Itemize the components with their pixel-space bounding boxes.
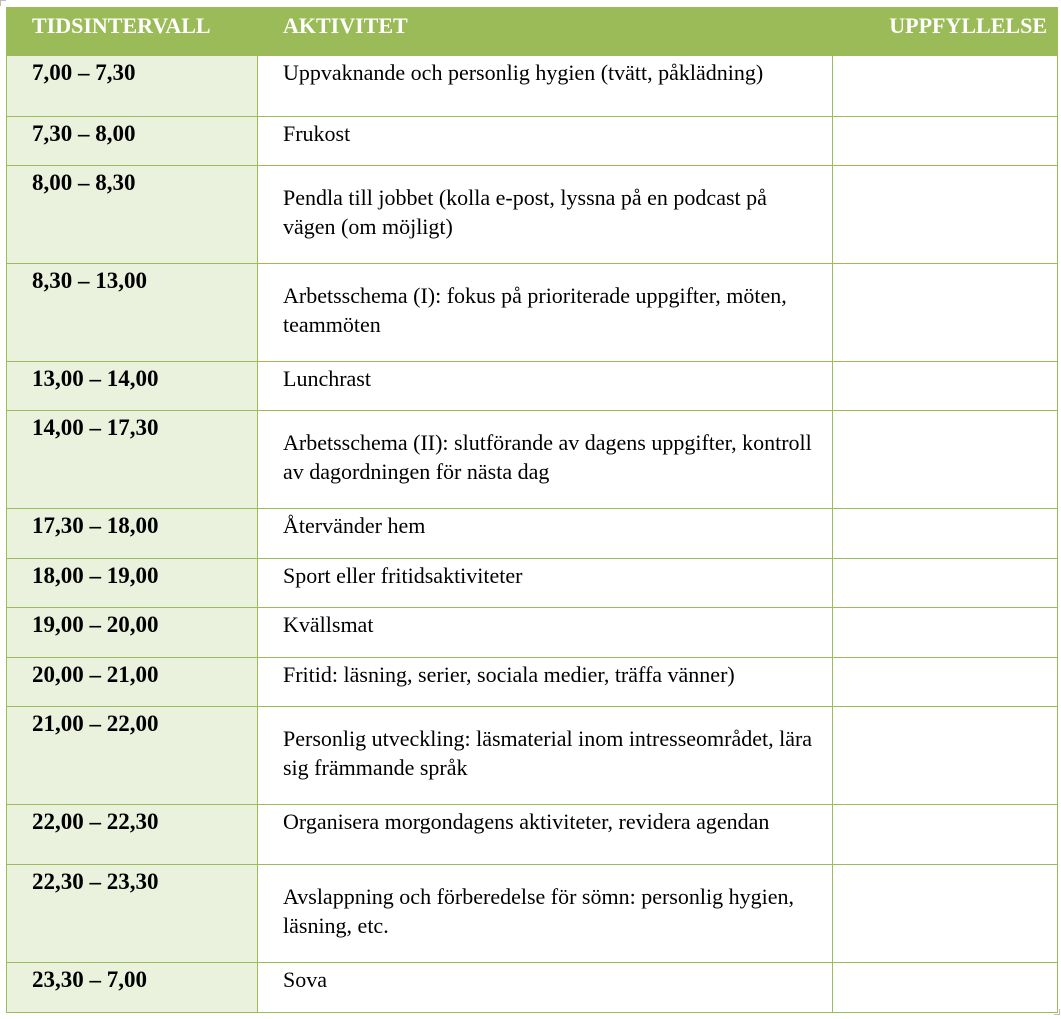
activity-cell: Uppvaknande och personlig hygien (tvätt, påklädning) [258, 56, 833, 117]
fulfillment-cell[interactable] [833, 264, 1058, 362]
header-fulfillment: UPPFYLLELSE [833, 8, 1058, 56]
table-row [7, 509, 1058, 559]
page-corner-mark-bottom-right [1054, 1009, 1060, 1015]
activity-cell: Avslappning och förberedelse för sömn: personlig hygien, läsning, etc. [258, 865, 833, 963]
activity-cell: Arbetsschema (I): fokus på prioriterade uppgifter, möten, teammöten [258, 264, 833, 362]
fulfillment-cell[interactable] [833, 658, 1058, 707]
time-cell: 14,00 – 17,30 [7, 411, 258, 509]
fulfillment-cell[interactable] [833, 608, 1058, 658]
activity-cell: Frukost [258, 117, 833, 166]
table-row [7, 608, 1058, 658]
fulfillment-cell[interactable] [833, 166, 1058, 264]
table-row [7, 707, 1058, 805]
header-time: TIDSINTERVALL [7, 8, 258, 56]
time-cell: 22,30 – 23,30 [7, 865, 258, 963]
fulfillment-cell[interactable] [833, 559, 1058, 608]
fulfillment-cell[interactable] [833, 411, 1058, 509]
table-row [7, 117, 1058, 166]
time-cell: 8,30 – 13,00 [7, 264, 258, 362]
time-cell: 18,00 – 19,00 [7, 559, 258, 608]
activity-cell: Lunchrast [258, 362, 833, 411]
time-cell: 13,00 – 14,00 [7, 362, 258, 411]
table-row [7, 411, 1058, 509]
table-row [7, 658, 1058, 707]
activity-cell: Fritid: läsning, serier, sociala medier, träffa vänner) [258, 658, 833, 707]
time-cell: 7,00 – 7,30 [7, 56, 258, 117]
page-corner-mark-top-left [0, 0, 6, 6]
fulfillment-cell[interactable] [833, 56, 1058, 117]
time-cell: 8,00 – 8,30 [7, 166, 258, 264]
activity-cell: Pendla till jobbet (kolla e-post, lyssna på en podcast på vägen (om möjligt) [258, 166, 833, 264]
table-row [7, 865, 1058, 963]
activity-cell: Organisera morgondagens aktiviteter, revidera agendan [258, 805, 833, 865]
header-row [7, 8, 1058, 56]
activity-cell: Sport eller fritidsaktiviteter [258, 559, 833, 608]
fulfillment-cell[interactable] [833, 707, 1058, 805]
time-cell: 21,00 – 22,00 [7, 707, 258, 805]
table-row [7, 805, 1058, 865]
table-row [7, 559, 1058, 608]
time-cell: 19,00 – 20,00 [7, 608, 258, 658]
activity-cell: Arbetsschema (II): slutförande av dagens uppgifter, kontroll av dagordningen för nästa dag [258, 411, 833, 509]
activity-cell: Sova [258, 963, 833, 1013]
fulfillment-cell[interactable] [833, 362, 1058, 411]
table-row [7, 56, 1058, 117]
fulfillment-cell[interactable] [833, 117, 1058, 166]
fulfillment-cell[interactable] [833, 963, 1058, 1013]
fulfillment-cell[interactable] [833, 509, 1058, 559]
daily-schedule-table [6, 7, 1058, 1013]
fulfillment-cell[interactable] [833, 805, 1058, 865]
time-cell: 17,30 – 18,00 [7, 509, 258, 559]
time-cell: 22,00 – 22,30 [7, 805, 258, 865]
table-row [7, 264, 1058, 362]
table-body [7, 56, 1058, 1013]
header-activity: AKTIVITET [258, 8, 833, 56]
table-row [7, 963, 1058, 1013]
time-cell: 7,30 – 8,00 [7, 117, 258, 166]
fulfillment-cell[interactable] [833, 865, 1058, 963]
table-row [7, 362, 1058, 411]
activity-cell: Återvänder hem [258, 509, 833, 559]
table-row [7, 166, 1058, 264]
activity-cell: Personlig utveckling: läsmaterial inom intresseområdet, lära sig främmande språk [258, 707, 833, 805]
table-header [7, 8, 1058, 56]
time-cell: 20,00 – 21,00 [7, 658, 258, 707]
activity-cell: Kvällsmat [258, 608, 833, 658]
time-cell: 23,30 – 7,00 [7, 963, 258, 1013]
